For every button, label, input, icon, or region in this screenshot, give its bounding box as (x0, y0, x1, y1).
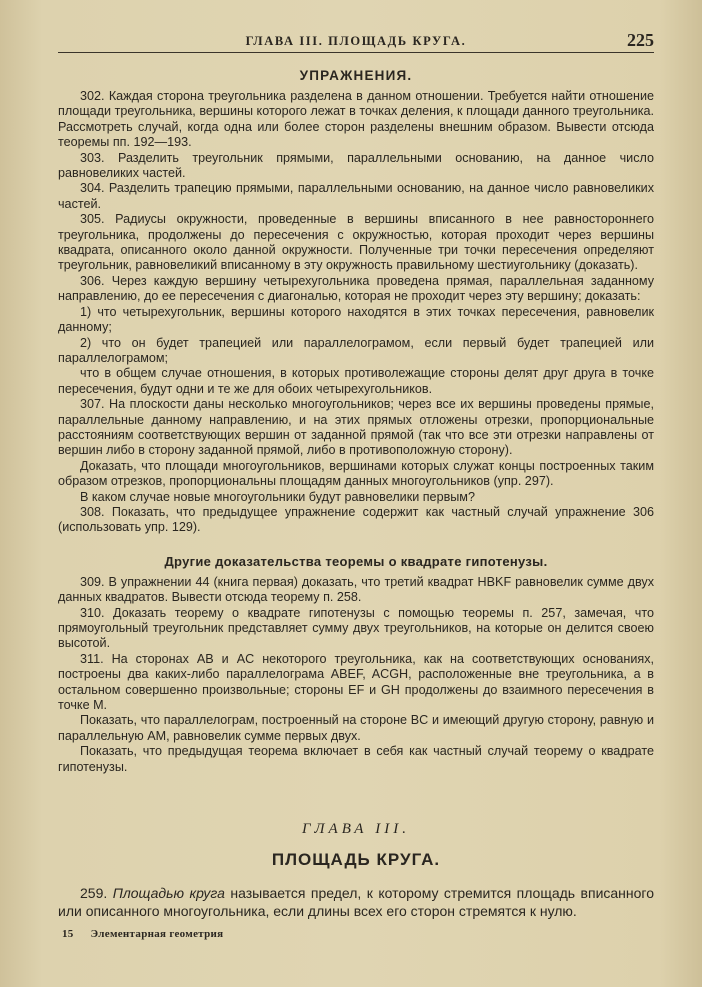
exercise-308: 308. Показать, что предыдущее упражнение содержит как частный случай упражнение 306 (использовать упр. 129). (58, 504, 654, 535)
exercise-305: 305. Радиусы окружности, проведенные в вершины вписанного в нее равностороннего треугольника, продолжены до пересечения с окружностью, которая проходит через вершины квадрата, описанного около данной окружности. Полученные три точки пересечения определяют треугольник, равновеликий вписанному в эту окружность правильному шестиугольнику (доказать). (58, 212, 654, 273)
chapter-title: ПЛОЩАДЬ КРУГА. (271, 850, 441, 870)
exercise-310: 310. Доказать теорему о квадрате гипотенузы с помощью теоремы п. 257, замечая, что прямоугольный треугольник представляет сумму двух треугольников, на которые он делится своею высотой. (58, 605, 654, 651)
exercise-307: 307. На плоскости даны несколько многоугольников; через все их вершины проведены прямые, параллельные данному направлению, и на этих прямых отложены отрезки, пропорциональные расстояниям соответствующих вершин от заданной прямой (так что все эти отрезки направлены от вершин либо в сторону заданной прямой, либо в противоположную сторону). (58, 397, 654, 458)
definition-term: Площадью круга (112, 885, 225, 902)
exercise-311-show-1: Показать, что параллелограм, построенный на стороне BC и имеющий другую сторону, равную и параллельную AM, равновелик сумме первых двух. (58, 713, 654, 743)
exercise-307-prove: Доказать, что площади многоугольников, вершинами которых служат концы построенных таким образом отрезков, пропорциональны площадям данных многоугольников (упр. 297). (58, 458, 654, 489)
exercise-309: 309. В упражнении 44 (книга первая) доказать, что третий квадрат HBKF равновелик сумме двух данных квадратов. Вывести отсюда теорему п. 258. (58, 574, 654, 605)
page-number: 225 (627, 30, 654, 50)
exercise-306-item-1: 1) что четырехугольник, вершины которого находятся в этих точках пересечения, равновелик данному; (58, 304, 654, 335)
exercise-311: 311. На сторонах AB и AC некоторого треугольника, как на соответствующих основаниях, построены два каких-либо параллелограма ABEF, ACGH, расположенные вне треугольника, а в остальном совершенно произвольные; стороны EF и GH продолжены до взаимного пересечения в точке M. (58, 651, 654, 713)
exercise-307-question: В каком случае новые многоугольники будут равновелики первым? (80, 489, 475, 504)
definition-number: 259. (80, 885, 108, 902)
running-head-title: ГЛАВА III. ПЛОЩАДЬ КРУГА. (245, 34, 467, 48)
exercise-311-show-2: Показать, что предыдущая теорема включает в себя как частный случай теорему о квадрате гипотенузы. (58, 744, 654, 774)
signature-footer (62, 928, 223, 940)
exercise-306-item-3: что в общем случае отношения, в которых противолежащие стороны делят друг друга в точке пересечения, будут одни и те же для обоих четырехугольников. (58, 366, 654, 396)
exercise-304: 304. Разделить трапецию прямыми, параллельными основанию, на данное число равновеликих частей. (58, 181, 654, 211)
definition-259 (58, 884, 654, 920)
running-head (58, 30, 654, 52)
signature-number: 15 (62, 928, 74, 940)
other-proofs-heading: Другие доказательства теоремы о квадрате гипотенузы. (164, 553, 548, 569)
exercises-heading: УПРАЖНЕНИЯ. (299, 68, 413, 83)
header-rule (58, 52, 654, 53)
definition-text: называется предел, к которому стремится площадь вписанного или описанного многоугольника, если длины всех его сторон стремятся к нулю. (58, 885, 655, 920)
chapter-label: ГЛАВА III. (302, 821, 410, 838)
exercise-302: 302. Каждая сторона треугольника разделена в данном отношении. Требуется найти отношение площади треугольника, вершины которого лежат в точках деления, к площади данного треугольника. Рассмотреть случай, когда одна или более сторон разделены внешним образом. Вывести отсюда теоремы пп. 192—193. (58, 89, 654, 150)
exercise-303: 303. Разделить треугольник прямыми, параллельными основанию, на данное число равновеликих частей. (58, 150, 654, 181)
page-body (58, 62, 654, 920)
exercise-306-item-2: 2) что он будет трапецией или параллелограмом, если первый будет трапецией или параллелограмом; (58, 335, 654, 365)
book-title: Элементарная геометрия (90, 928, 224, 940)
exercise-306: 306. Через каждую вершину четырехугольника проведена прямая, параллельная заданному направлению, до ее пересечения с диагональю, которая не проходит через эту вершину; доказать: (58, 273, 654, 304)
